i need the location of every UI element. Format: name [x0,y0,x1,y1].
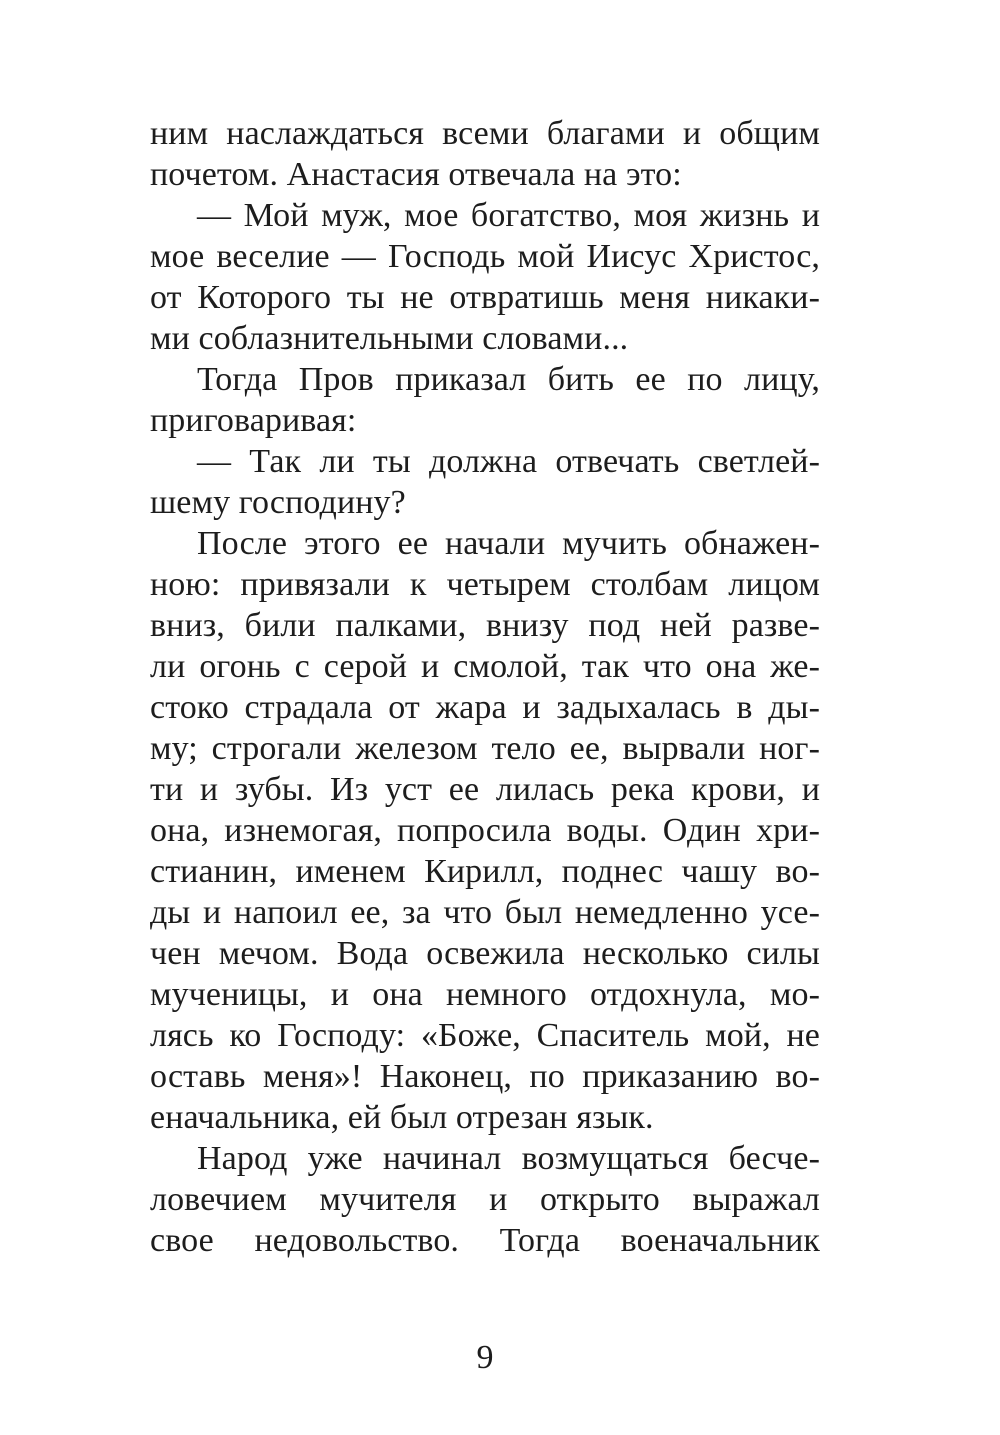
paragraph [150,523,820,1138]
page-number: 9 [476,1339,494,1376]
text-line: еначальника, ей был отрезан язык. [150,1099,654,1136]
text-line: ною: привязали к четырем столбам лицом [150,566,820,603]
page-text-block [150,113,820,1261]
text-line: мученицы, и она немного отдохнула, мо- [150,976,820,1013]
text-line: — Так ли ты должна отвечать светлей- [197,443,820,480]
text-line: оставь меня»! Наконец, по приказанию во- [150,1058,820,1095]
text-line: шему господину? [150,484,406,521]
text-line: — Мой муж, мое богатство, моя жизнь и [197,197,820,234]
text-line: му; строгали железом тело ее, вырвали ног- [150,730,820,767]
paragraph [150,1138,820,1261]
paragraph [150,359,820,441]
paragraph [150,195,820,359]
text-line: Тогда Пров приказал бить ее по лицу, [197,361,820,398]
text-line: лясь ко Господу: «Боже, Спаситель мой, не [150,1017,820,1054]
paragraph [150,441,820,523]
text-line: она, изнемогая, попросила воды. Один хри- [150,812,820,849]
text-line: мое веселие — Господь мой Иисус Христос, [150,238,820,275]
text-line: стианин, именем Кирилл, поднес чашу во- [150,853,820,890]
text-line: чен мечом. Вода освежила несколько силы [150,935,820,972]
text-line: приговаривая: [150,402,357,439]
text-line: ти и зубы. Из уст ее лилась река крови, и [150,771,820,808]
text-line: вниз, били палками, внизу под ней разве- [150,607,820,644]
paragraph [150,113,820,195]
text-line: от Которого ты не отвратишь меня никаки- [150,279,820,316]
text-line: После этого ее начали мучить обнажен- [197,525,820,562]
text-line: ды и напоил ее, за что был немедленно усе- [150,894,820,931]
text-line: ловечием мучителя и открыто выражал [150,1181,820,1218]
text-line: стоко страдала от жара и задыхалась в ды- [150,689,820,726]
text-line: Народ уже начинал возмущаться бесче- [197,1140,820,1177]
text-line: ми соблазнительными словами... [150,320,629,357]
text-line: свое недовольство. Тогда военачальник [150,1222,820,1259]
text-line: ним наслаждаться всеми благами и общим [150,115,820,152]
text-line: почетом. Анастасия отвечала на это: [150,156,682,193]
text-line: ли огонь с серой и смолой, так что она же- [150,648,820,685]
